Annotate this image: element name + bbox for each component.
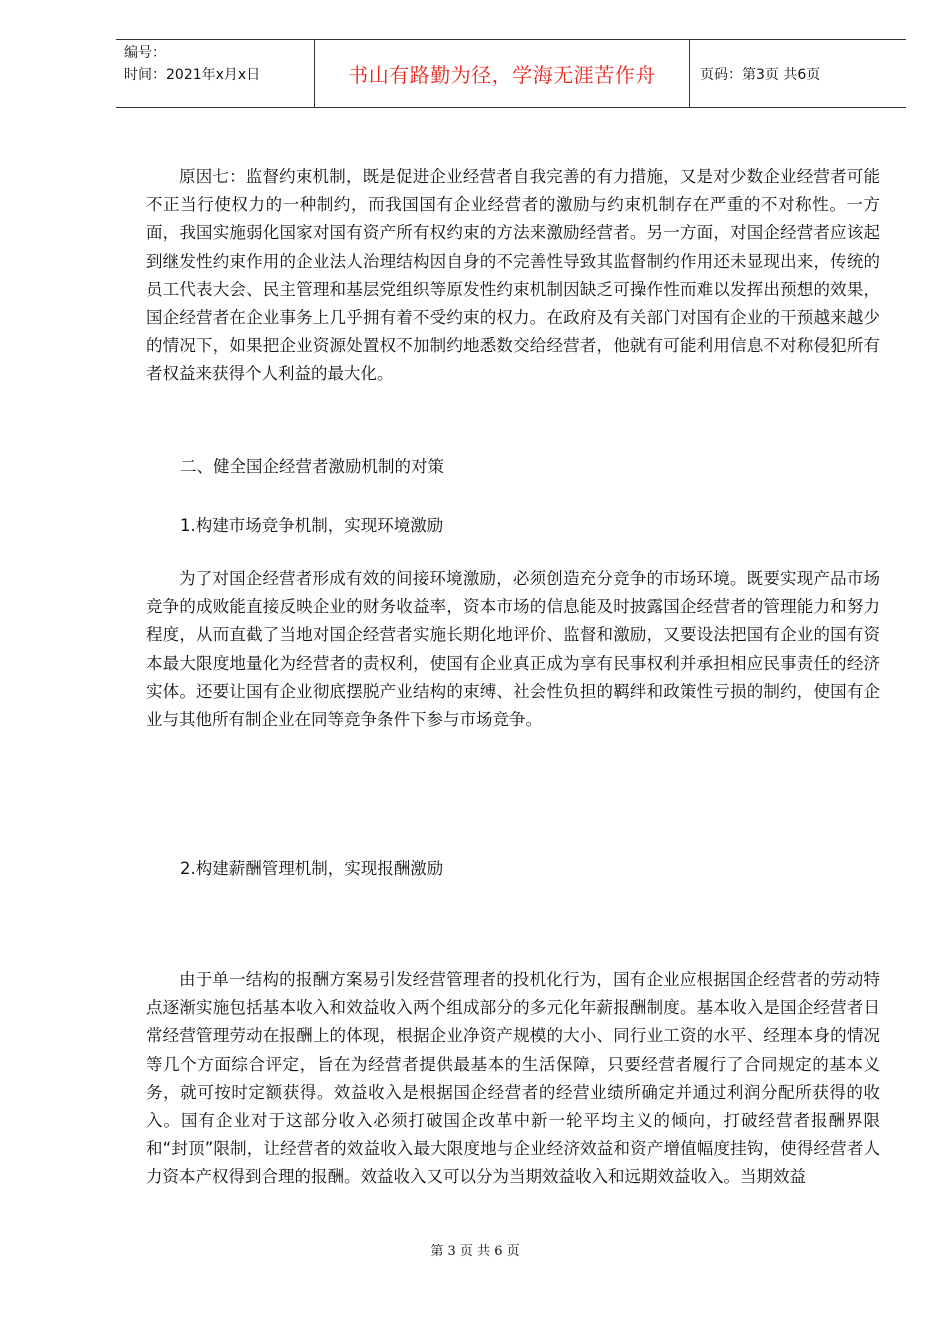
paragraph-text: 为了对国企经营者形成有效的间接环境激励，必须创造充分竞争的市场环境。既要实现产品市场竞争的成败能直接反映企业的财务收益率，资本市场的信息能及时披露国企经营者的管理能力和努力程度，从而直截了当地对国企经营者实施长期化地评价、监督和激励，又要设法把国有企业的国有资本最大限度地量化为经营者的责权利，使国有企业真正成为享有民事权利并承担相应民事责任的经济实体。还要让国有企业彻底摆脱产业结构的束缚、社会性负担的羁绊和政策性亏损的制约，使国有企业与其他所有制企业在同等竞争条件下参与市场竞争。 [146,569,880,730]
header-bottom-rule [116,107,906,108]
header-meta [124,42,260,86]
paragraph-text: 由于单一结构的报酬方案易引发经营管理者的投机化行为，国有企业应根据国企经营者的劳动特点逐渐实施包括基本收入和效益收入两个组成部分的多元化年薪报酬制度。基本收入是国企经营者日常经营管理劳动在报酬上的体现，根据企业净资产规模的大小、同行业工资的水平、经理本身的情况等几个方面综合评定，旨在为经营者提供最基本的生活保障，只要经营者履行了合同规定的基本义务，就可按时定额获得。效益收入是根据国企经营者的经营业绩所确定并通过利润分配所获得的收入。国有企业对于这部分收入必须打破国企改革中新一轮平均主义的倾向，打破经营者报酬界限和“封顶”限制，让经营者的效益收入最大限度地与企业经济效益和资产增值幅度挂钩，使得经营者人力资本产权得到合理的报酬。效益收入又可以分为当期效益收入和远期效益收入。当期效益 [146,970,880,1187]
header-motto: 书山有路勤为径，学海无涯苦作舟 [348,62,656,87]
document-time: 时间：2021年x月x日 [124,67,261,83]
document-number: 编号： [124,45,166,61]
header-page-number: 页码：第3页 共6页 [700,67,821,83]
paragraph-reason-seven [146,163,880,389]
page-footer: 第 3 页 共 6 页 [430,1244,520,1259]
subsection-heading-salary-management: 2.构建薪酬管理机制，实现报酬激励 [180,859,444,878]
paragraph-environment-incentive [146,565,880,734]
paragraph-salary-incentive [146,966,880,1192]
section-heading-countermeasures: 二、健全国企经营者激励机制的对策 [180,457,444,476]
subsection-heading-market-competition: 1.构建市场竞争机制，实现环境激励 [180,516,444,535]
paragraph-text: 原因七：监督约束机制，既是促进企业经营者自我完善的有力措施，又是对少数企业经营者可能不正当行使权力的一种制约，而我国国有企业经营者的激励与约束机制存在严重的不对称性。一方面，我国实施弱化国家对国有资产所有权约束的方法来激励经营者。另一方面，对国企经营者应该起到继发性约束作用的企业法人治理结构因自身的不完善性导致其监督制约作用还未显现出来，传统的员工代表大会、民主管理和基层党组织等原发性约束机制因缺乏可操作性而难以发挥出预想的效果，国企经营者在企业事务上几乎拥有着不受约束的权力。在政府及有关部门对国有企业的干预越来越少的情况下，如果把企业资源处置权不加制约地悉数交给经营者，他就有可能利用信息不对称侵犯所有者权益来获得个人利益的最大化。 [146,167,880,384]
